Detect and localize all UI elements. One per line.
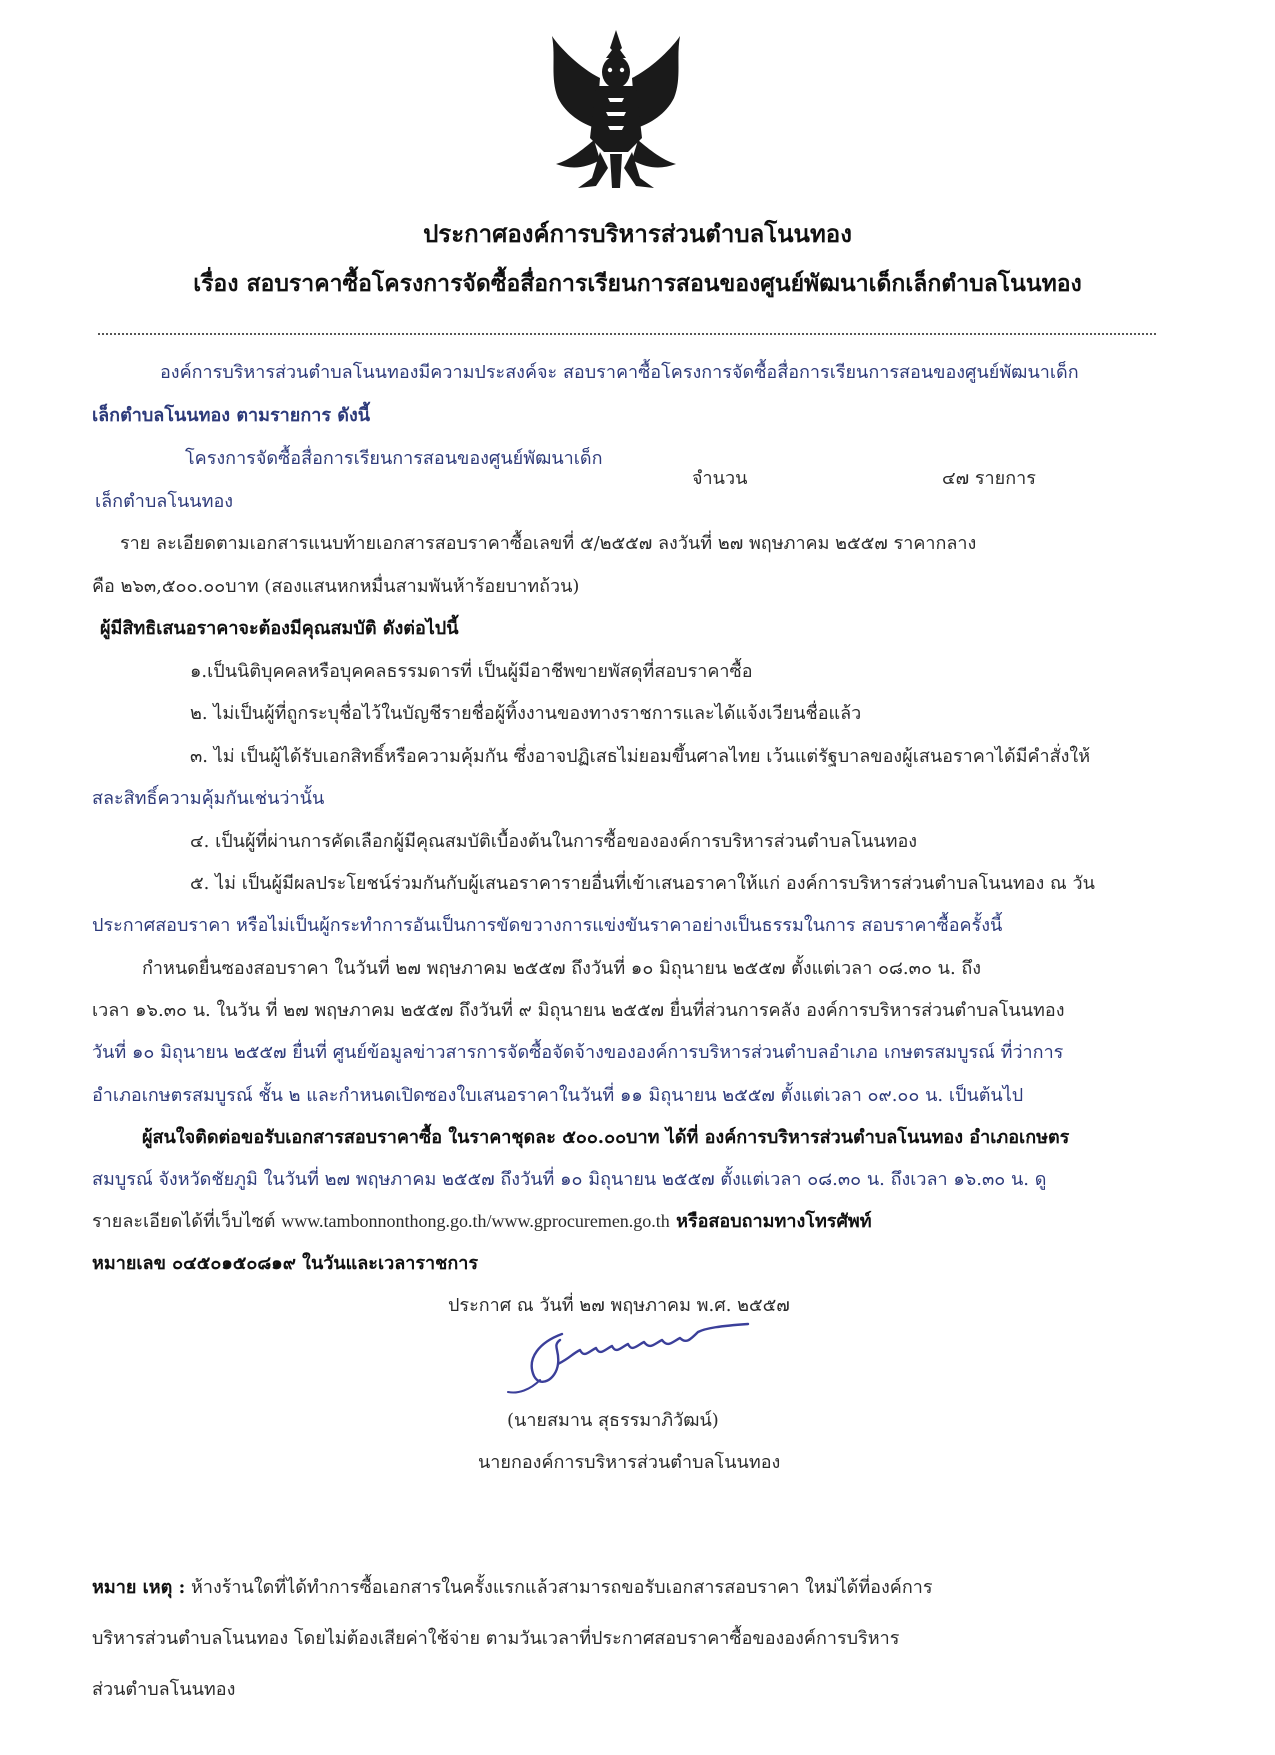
quantity-label: จำนวน (692, 468, 748, 489)
qualification-item-4: ๔. เป็นผู้ที่ผ่านการคัดเลือกผู้มีคุณสมบัติเบื้องต้นในการซื้อขององค์การบริหารส่วนตำบลโนนทอง (190, 831, 918, 852)
contact-line-1: ผู้สนใจติดต่อขอรับเอกสารสอบราคาซื้อ ในราคาชุดละ ๕๐๐.๐๐บาท ได้ที่ องค์การบริหารส่วนตำบลโนนทอง อำเภอเกษตร (142, 1127, 1070, 1148)
intro-line-2: เล็กตำบลโนนทอง ตามรายการ ดังนี้ (92, 405, 371, 426)
document-title: ประกาศองค์การบริหารส่วนตำบลโนนทอง (423, 219, 852, 248)
contact-line-2: สมบูรณ์ จังหวัดชัยภูมิ ในวันที่ ๒๗ พฤษภาคม ๒๕๕๗ ถึงวันที่ ๑๐ มิถุนายน ๒๕๕๗ ตั้งแต่เวลา ๐๘.๓๐ น. ถึงเวลา ๑๖.๓๐ น. ดู (92, 1169, 1047, 1190)
contact-line-3-prefix: รายละเอียดได้ที่เว็บไซต์ (92, 1211, 282, 1232)
schedule-line-2: เวลา ๑๖.๓๐ น. ในวัน ที่ ๒๗ พฤษภาคม ๒๕๕๗ ถึงวันที่ ๙ มิถุนายน ๒๕๕๗ ยื่นที่ส่วนการคลัง องค์การบริหารส่วนตำบลโนนทอง (92, 1000, 1065, 1021)
qualification-item-3: ๓. ไม่ เป็นผู้ได้รับเอกสิทธิ์หรือความคุ้มกัน ซึ่งอาจปฏิเสธไม่ยอมขึ้นศาลไทย เว้นแต่รัฐบาลของผู้เสนอราคาได้มีคำสั่งให้ (190, 746, 1091, 767)
document-subject: เรื่อง สอบราคาซื้อโครงการจัดซื้อสื่อการเรียนการสอนของศูนย์พัฒนาเด็กเล็กตำบลโนนทอง (193, 270, 1082, 297)
project-name-line-2: เล็กตำบลโนนทอง (95, 491, 234, 512)
schedule-line-3: วันที่ ๑๐ มิถุนายน ๒๕๕๗ ยื่นที่ ศูนย์ข้อมูลข่าวสารการจัดซื้อจัดจ้างขององค์การบริหารส่วนตำบลอำเภอ เกษตรสมบูรณ์ ที่ว่าการ (92, 1042, 1064, 1063)
note-label: หมาย เหตุ : (92, 1577, 186, 1598)
schedule-line-1: กำหนดยื่นซองสอบราคา ในวันที่ ๒๗ พฤษภาคม ๒๕๕๗ ถึงวันที่ ๑๐ มิถุนายน ๒๕๕๗ ตั้งแต่เวลา ๐๘.๓๐ น. ถึง (142, 958, 982, 979)
details-line-1: ราย ละเอียดตามเอกสารแนบท้ายเอกสารสอบราคาซื้อเลขที่ ๕/๒๕๕๗ ลงวันที่ ๒๗ พฤษภาคม ๒๕๕๗ ราคากลาง (120, 533, 977, 554)
quantity-value: ๔๗ รายการ (942, 468, 1036, 489)
divider (98, 333, 1156, 335)
announce-date: ประกาศ ณ วันที่ ๒๗ พฤษภาคม พ.ศ. ๒๕๕๗ (448, 1295, 790, 1316)
signer-name: (นายสมาน สุธรรมาภิวัฒน์) (507, 1410, 719, 1431)
qualification-item-3-cont: สละสิทธิ์ความคุ้มกันเช่นว่านั้น (92, 788, 325, 809)
note-text-1: ห้างร้านใดที่ได้ทำการซื้อเอกสารในครั้งแรกแล้วสามารถขอรับเอกสารสอบราคา ใหม่ได้ที่องค์การ (185, 1577, 933, 1598)
contact-line-4: หมายเลข ๐๔๕๐๑๕๐๘๑๙ ในวันและเวลาราชการ (92, 1253, 479, 1274)
qualification-item-5-cont: ประกาศสอบราคา หรือไม่เป็นผู้กระทำการอันเป็นการขัดขวางการแข่งขันราคาอย่างเป็นธรรมในการ สอบราคาซื้อครั้งนี้ (92, 915, 1003, 936)
signer-title: นายกองค์การบริหารส่วนตำบลโนนทอง (478, 1452, 781, 1473)
garuda-emblem-icon (530, 28, 702, 200)
contact-line-3-suffix: หรือสอบถามทางโทรศัพท์ (669, 1211, 872, 1232)
note-line-3: ส่วนตำบลโนนทอง (92, 1679, 236, 1700)
website-link[interactable]: www.tambonnonthong.go.th/www.gprocuremen.go.th (281, 1211, 670, 1231)
schedule-line-4: อำเภอเกษตรสมบูรณ์ ชั้น ๒ และกำหนดเปิดซองใบเสนอราคาในวันที่ ๑๑ มิถุนายน ๒๕๕๗ ตั้งแต่เวลา ๐๙.๐๐ น. เป็นต้นไป (92, 1085, 1024, 1106)
qualifications-heading: ผู้มีสิทธิเสนอราคาจะต้องมีคุณสมบัติ ดังต่อไปนี้ (100, 618, 459, 639)
qualification-item-5: ๕. ไม่ เป็นผู้มีผลประโยชน์ร่วมกันกับผู้เสนอราคารายอื่นที่เข้าเสนอราคาให้แก่ องค์การบริหารส่วนตำบลโนนทอง ณ วัน (190, 873, 1095, 894)
intro-line-1: องค์การบริหารส่วนตำบลโนนทองมีความประสงค์จะ สอบราคาซื้อโครงการจัดซื้อสื่อการเรียนการสอนของศูนย์พัฒนาเด็ก (160, 362, 1079, 383)
note-line-2: บริหารส่วนตำบลโนนทอง โดยไม่ต้องเสียค่าใช้จ่าย ตามวันเวลาที่ประกาศสอบราคาซื้อขององค์การบริหาร (92, 1628, 900, 1649)
signature-image (500, 1318, 750, 1398)
note-line-1 (92, 1572, 933, 1601)
project-name-line-1: โครงการจัดซื้อสื่อการเรียนการสอนของศูนย์พัฒนาเด็ก (185, 448, 603, 469)
qualification-item-2: ๒. ไม่เป็นผู้ที่ถูกระบุชื่อไว้ในบัญชีรายชื่อผู้ทิ้งงานของทางราชการและได้แจ้งเวียนชื่อแล้ว (190, 703, 862, 724)
qualification-item-1: ๑.เป็นนิติบุคคลหรือบุคคลธรรมดารที่ เป็นผู้มีอาชีพขายพัสดุที่สอบราคาซื้อ (190, 661, 753, 682)
contact-line-3 (92, 1206, 872, 1235)
details-line-2: คือ ๒๖๓,๕๐๐.๐๐บาท (สองแสนหกหมื่นสามพันห้าร้อยบาทถ้วน) (92, 576, 580, 597)
